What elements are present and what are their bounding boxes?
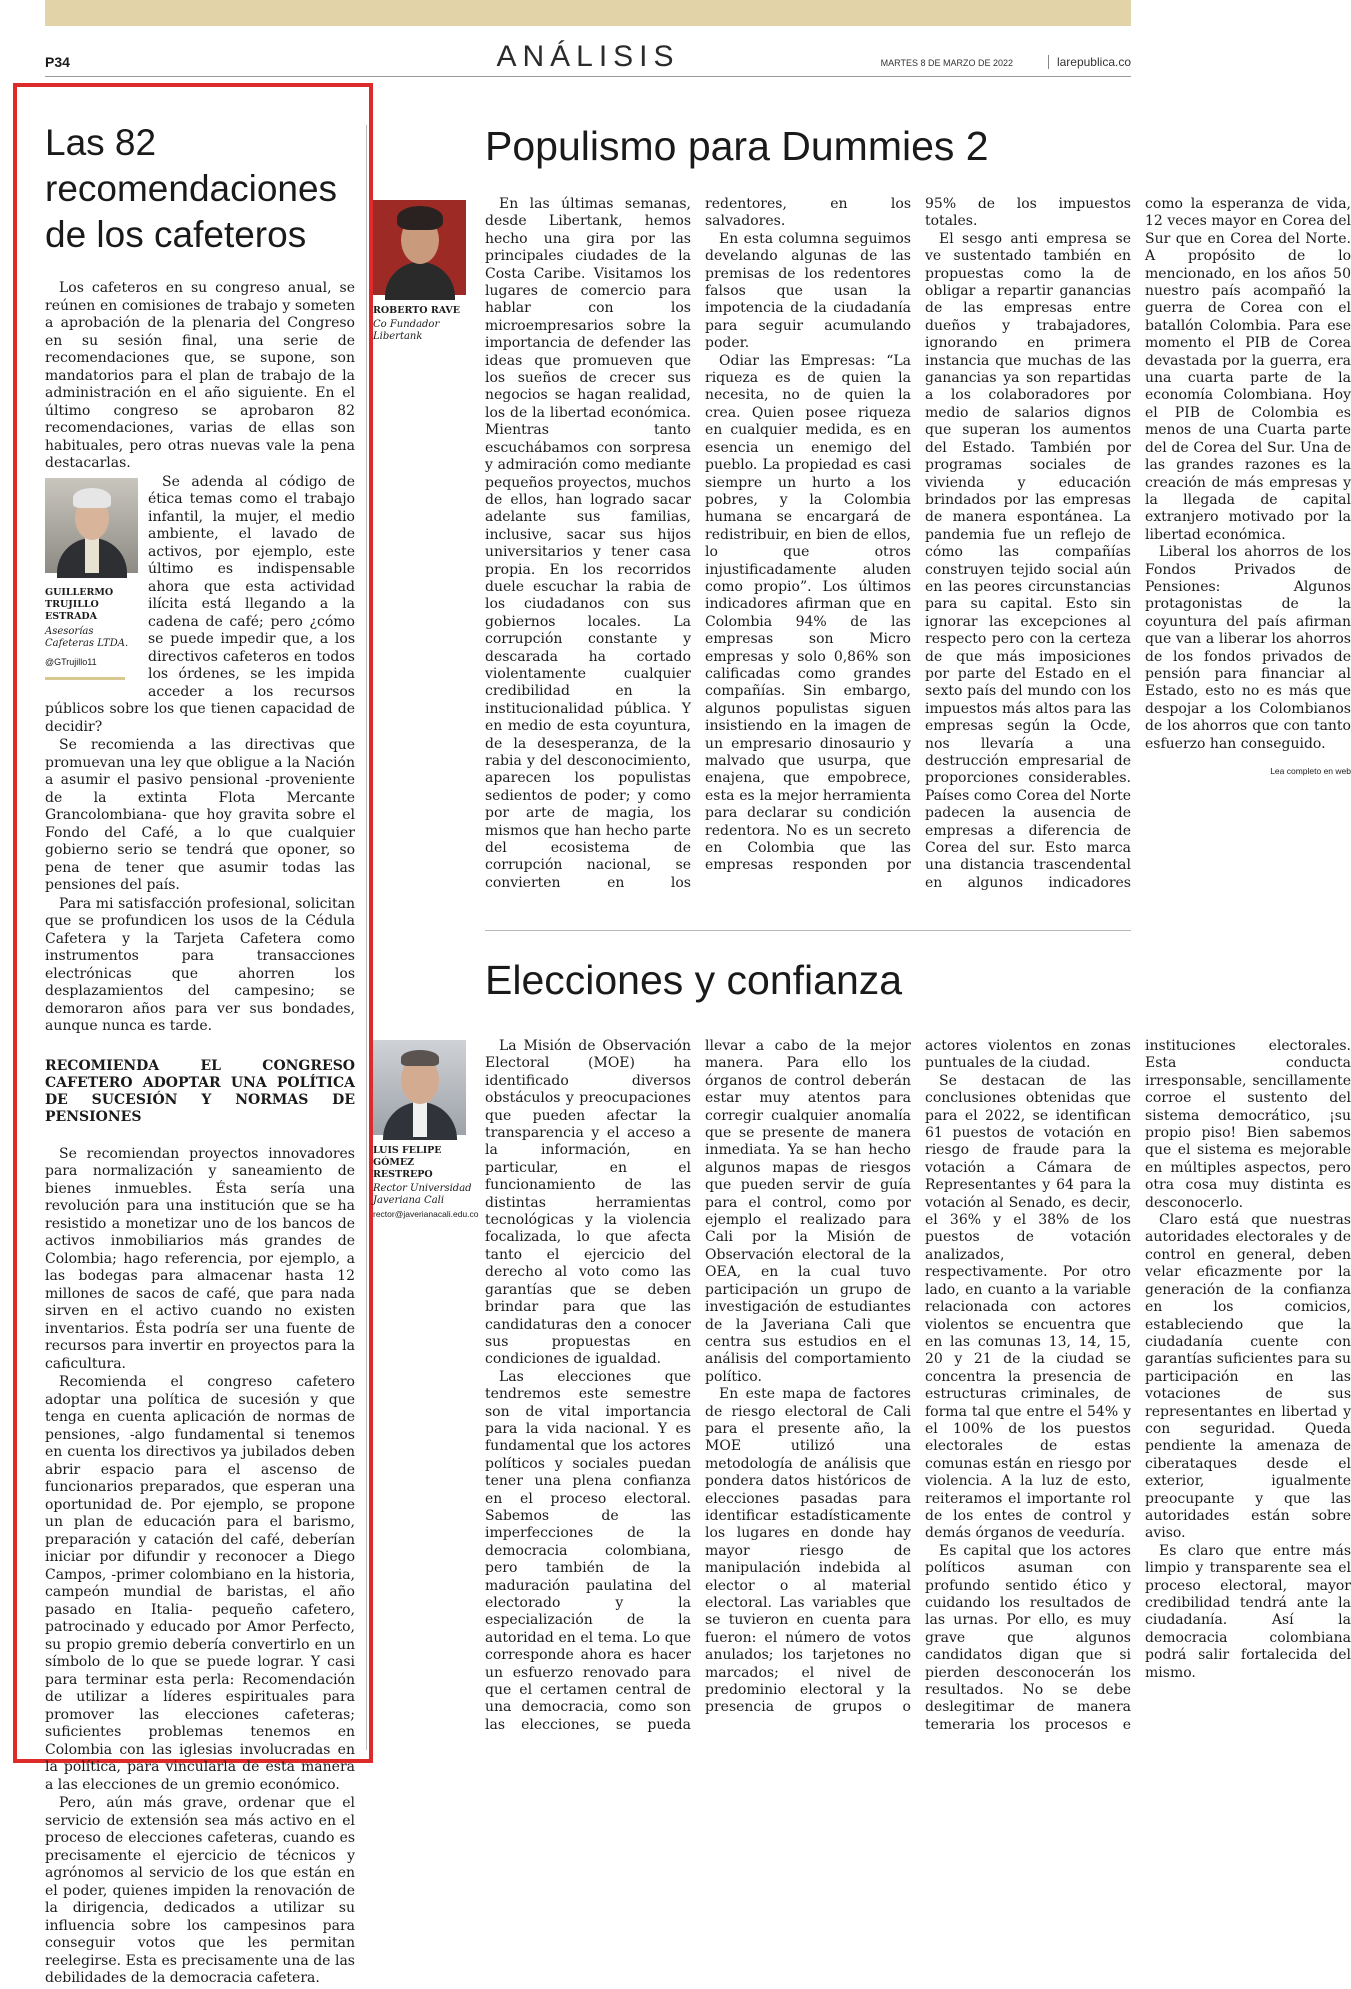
author-photo <box>373 1040 466 1135</box>
author-handle[interactable]: @GTrujillo11 <box>45 656 97 667</box>
article-elecciones <box>373 950 1351 1760</box>
article-body <box>485 196 1351 896</box>
author-box <box>373 200 473 343</box>
author-role: Co Fundador Libertank <box>373 319 440 342</box>
column-divider <box>366 125 367 1750</box>
paragraph: En esta columna seguimos develando algunas de las premisas de los redentores falsos que usan la impotencia de la ciudadanía para seguir acumulando poder. <box>705 230 911 352</box>
author-role: Asesorías Cafeteras LTDA. <box>45 625 129 649</box>
paragraph: Para mi satisfacción profesional, solicitan que se profundicen los usos de la Cédula Cafetera y la Tarjeta Cafetera como instrumentos para transacciones electrónicas que ahorren los desplazamientos del campesino; se demoraron años para ver sus bondades, aunque nunca es tarde. <box>45 895 355 1034</box>
paragraph: La Misión de Observación Electoral (MOE) ha identificado diversos obstáculos y preocupaciones que pueden afectar la transparencia y el acceso a la información, en particular, en el funcionamiento de las distintas herramientas tecnológicas y la violencia focalizada, lo que afecta tanto el ejercicio del derecho al voto como las garantías que se deben brindar para que las candidaturas den a conocer sus propuestas en condiciones de igualdad. <box>485 1038 691 1368</box>
paragraph: Pero, aún más grave, ordenar que el servicio de extensión sea más activo en el proceso de elecciones cafeteras, cuando es precisamente el ejercicio de técnicos y agrónomos al servicio de los que están en el poder, quienes impiden la renovación de la dirigencia, dedicados a utilizar su influencia sobre los campesinos para conseguir votos que les permitan reelegirse. Esta es precisamente una de las debilidades de la democracia cafetera. <box>45 1795 355 1986</box>
author-email[interactable]: rector@javerianacali.edu.co <box>373 1209 479 1219</box>
paragraph: Se destacan de las conclusiones obtenidas que para el 2022, se identifican 61 puestos de votación en riesgo de fraude para la votación a Cámara de Representantes y 64 para la votación al Senado, es decir, el 36% y el 38% de los puestos de votación analizados, respectivamente. Por otro lado, en cuanto a la variable relacionada con actores violentos se encuentra que en las comunas 13, 14, 15, 20 y 21 de la ciudad se concentra la presencia de estructuras criminales, de forma tal que entre el 54% y el 100% de los puestos electorales de estas comunas están en riesgo por violencia. A la luz de esto, reiteramos el importante rol de los entes de control y demás órganos de veeduría. <box>925 1072 1131 1542</box>
paragraph: Es capital que los actores políticos asuman con profundo sentido ético y cuidando los resultados de las urnas. Por ello, es muy grave que algunos candidatos digan que si pierden desconocerán los resultados. No se debe deslegitimar de manera temeraria los procesos e instituciones electorales. Esta conducta irresponsable, sencillamente corroe el sustento del sistema democrático, ¡su propio piso! Bien sabemos que el sistema es mejorable en múltiples aspectos, pero otra cosa muy distinta es desconocerlo. <box>925 1038 1351 1733</box>
paragraph: En las últimas semanas, desde Libertank, hemos hecho una gira por las principales ciudades de la Costa Caribe. Visitamos los lugares de comercio para hablar con los microempresarios sobre la importancia de defender las ideas que promueven que los sueños de crecer sus negocios se hagan realidad, los de la libertad económica. Mientras tanto escuchábamos con sorpresa y admiración como mediante pequeños proyectos, muchos de ellos, han logrado sacar adelante sus familias, inclusive, sacar sus hijos universitarios y tener casa propia. En los recorridos duele escuchar la rabia de los ciudadanos con sus gobiernos locales. La corrupción constante y descarada ha cortado violentamente cualquier credibilidad en la institucionalidad pública. Y en medio de esta coyuntura, de la desesperanza, de la rabia y del desconocimiento, aparecen los populistas sedientos de poder; y como por arte de magia, los mismos que han hecho parte del ecosistema de corrupción nacional, se convierten en los redentores, en los salvadores. <box>485 196 911 891</box>
author-photo <box>45 478 138 573</box>
paragraph: El sesgo anti empresa se ve sustentado también en propuestas como la de obligar a repartir ganancias de las empresas entre dueños y trabajadores, ignorando en primera instancia que muchas de las ganancias ya son repartidas a los colaboradores por medio de salarios dignos que superan los aumentos del Estado. También por programas sociales de vivienda y educación brindados por las empresas de manera espontánea. La pandemia fue un reflejo de cómo las compañías construyen tejido social aún en las peores circunstancias para su capital. Esto sin ignorar las excepciones al respecto pero con la certeza de que más imposiciones por parte del Estado en el sexto país del mundo con los impuestos más altos para las empresas según la Ocde, nos llevaría a una destrucción empresarial de proporciones considerables. Países como Corea del Norte padecen la ausencia de empresas a diferencia de Corea del sur. Esto marca una distancia trascendental en algunos indicadores como la esperanza de vida, 12 veces mayor en Corea del Sur que en Corea del Norte. A propósito de lo mencionado, en los años 50 nuestro país acompañó la guerra de Corea con el batallón Colombia. Para ese momento el PIB de Corea devastada por la guerra, era una cuarta parte de la economía Colombiana. Hoy el PIB de Colombia es menos de una Cuarta parte del de Corea del Sur. Una de las grandes razones es la creación de más empresas y la llegada de capital extranjero motivado por la libertad económica. <box>925 196 1351 891</box>
article-title: Las 82 recomendaciones de los cafeteros <box>45 122 338 255</box>
author-name: LUIS FELIPE GÓMEZ RESTREPO <box>373 1145 442 1180</box>
paragraph: Liberal los ahorros de los Fondos Privados de Pensiones: Algunos protagonistas de la coyuntura del país afirman que van a liberar los ahorros de los fondos privados de pensión para financiar al Estado, esto no es más que despojar a los Colombianos de los ahorros que con tanto esfuerzo han conseguido. <box>1145 544 1351 752</box>
paragraph: Se adenda al código de ética temas como el trabajo infantil, la mujer, el medio ambiente, el lavado de activos, por ejemplo, este último es indispensable ahora que esta actividad ilícita está llegando a la cadena de café; pero ¿cómo se puede impedir que, a los directivos cafeteros en todos los órdenes, se les impida acceder a los recursos públicos sobre los que tienen capacidad de decidir? <box>45 473 355 735</box>
paragraph: En este mapa de factores de riesgo electoral de Cali para el presente año, la MOE utilizó una metodología de análisis que pondera datos históricos de elecciones pasadas para identificar estadísticamente los lugares en donde hay mayor riesgo de manipulación indebida al elector o al material electoral. Las variables que se tuvieron en cuenta para fueron: el número de votos anulados; los tarjetones no marcados; el nivel de predominio electoral y la presencia de grupos o actores violentos en zonas puntuales de la ciudad. <box>705 1038 1131 1716</box>
page-number: P34 <box>45 54 70 70</box>
paragraph: Se recomienda a las directivas que promuevan una ley que obligue a la Nación a asumir el pasivo pensional -proveniente de la extinta Flota Mercante Grancolombiana- que hoy gravita sobre el Fondo del Café, a lo que cualquier gobierno serio se tendrá que oponer, so pena de tener que asumir todas las pensiones del país. <box>45 737 355 893</box>
author-photo <box>373 200 466 295</box>
paragraph: Claro está que nuestras autoridades electorales y de control en general, deben velar eficazmente por la generación de la confianza en los comicios, estableciendo que la ciudadanía cuente con garantías suficientes para su participación en las votaciones de sus representantes en libertad y con seguridad. Queda pendiente la amenaza de ciberataques desde el exterior, igualmente preocupante y que las autoridades están sobre aviso. <box>1145 1212 1351 1542</box>
author-role: Rector Universidad Javeriana Cali <box>373 1183 472 1206</box>
author-accent-bar <box>45 677 125 680</box>
author-name: ROBERTO RAVE <box>373 305 461 316</box>
article-populismo <box>373 118 1351 918</box>
article-title: Elecciones y confianza <box>485 957 903 1003</box>
article-divider <box>485 930 1131 931</box>
section-title: ANÁLISIS <box>496 40 680 73</box>
paragraph: Odiar las Empresas: “La riqueza es de quien la necesita, no de quien la crea. Quien posee riqueza en cualquier medida, es en esencia un enemigo del pueblo. La propiedad es casi siempre un hurto a los pobres, y la Colombia humana se encargará de redistribuir, en bien de ellos, lo que otros injustificadamente aluden como propio”. Los últimos indicadores afirman que en Colombia 94% de las empresas son Micro empresas y solo 0,86% son calificadas como grandes compañías. Sin embargo, algunos populistas siguen insistiendo en la imagen de un empresario dinosaurio y malvado que usurpa, que enajena, que empobrece, esta es la mejor herramienta para declarar su condición redentora. No es un secreto en Colombia que las empresas responden por 95% de los impuestos totales. <box>705 196 1131 874</box>
page-header <box>45 40 1131 76</box>
paragraph: Es claro que entre más limpio y transparente sea el proceso electoral, mayor credibilidad tendrá ante la ciudadanía. Así la democracia colombiana podrá salir fortalecida del mismo. <box>1145 1542 1351 1681</box>
article-body <box>485 1038 1351 1748</box>
header-rule <box>45 76 1131 77</box>
site-name[interactable]: larepublica.co <box>1048 55 1131 69</box>
issue-date: MARTES 8 DE MARZO DE 2022 <box>880 58 1013 68</box>
author-box <box>373 1040 479 1219</box>
article-cafeteros <box>45 120 355 1989</box>
article-subhead: RECOMIENDA EL CONGRESO CAFETERO ADOPTAR UNA POLÍTICA DE SUCESIÓN Y NORMAS DE PENSIONES <box>45 1057 355 1125</box>
read-more-link[interactable]: Lea completo en web <box>1270 766 1351 776</box>
paragraph: Los cafeteros en su congreso anual, se reúnen en comisiones de trabajo y someten a aprobación de la plenaria del Congreso en su sesión final, una serie de recomendaciones que, se supone, son mandatorios para el plan de trabajo de la administración en el año siguiente. En el último congreso se aprobaron 82 recomendaciones, varias de ellas son habituales, pero otras nuevas vale la pena destacarlas. <box>45 280 355 471</box>
top-color-band <box>45 0 1131 26</box>
author-box <box>45 478 138 681</box>
paragraph: Se recomiendan proyectos innovadores para normalización y saneamiento de bienes inmuebles. Ésta sería una revolución para una institución que se ha resistido a monetizar uno de los bancos de activos inmobiliarios más grandes de Colombia; hago referencia, por ejemplo, a las bodegas para almacenar hasta 12 millones de sacos de café, que para nada sirven en el activo cuando no existen inventarios. Ésta podría ser una fuente de recursos para invertir en proyectos para la caficultura. <box>45 1145 355 1372</box>
article-title: Populismo para Dummies 2 <box>485 123 989 169</box>
article-body <box>45 280 355 1988</box>
paragraph: Recomienda el congreso cafetero adoptar una política de sucesión y que tenga en cuenta aplicación de normas de pensiones, -algo fundamental si tenemos en cuenta los directivos ya jubilados deben abrir espacio para el ascenso de funcionarios preparados, que esperan una oportunidad de. Por ejemplo, se propone un plan de educación para el barismo, preparación y catación del café, deberían iniciar por difundir y reconocer a Diego Campos, -primer colombiano en la historia, campeón mundial de baristas, el año pasado en Italia- pequeño cafetero, patrocinado y educado por Amor Perfecto, su propio gremio debería convertirlo en un símbolo de lo que se puede lograr. Y casi para terminar esta perla: Recomendación de utilizar a líderes espirituales para promover las elecciones cafeteras; suficientes problemas tenemos en Colombia con las iglesias involucradas en la política, para vincularla de esta manera a las elecciones de un gremio económico. <box>45 1374 355 1793</box>
paragraph: Las elecciones que tendremos este semestre son de vital importancia para la vida nacional. Y es fundamental que los actores políticos y sociales puedan tener una plena confianza en el proceso electoral. Sabemos de las imperfecciones de la democracia colombiana, pero también de la maduración paulatina del electorado y la especialización de la autoridad en el tema. Lo que corresponde ahora es hacer un esfuerzo renovado para que el certamen central de una democracia, como son las elecciones, se pueda llevar a cabo de la mejor manera. Para ello los órganos de control deberán estar muy atentos para corregir cualquier anomalía que se presente de manera inmediata. Ya se han hecho algunos mapas de riesgos que pueden servir de guía para el control, como por ejemplo el realizado para Cali por la Misión de Observación electoral de la OEA, en la cual tuvo participación un grupo de investigación de estudiantes de la Javeriana Cali que centra sus estudios en el análisis del comportamiento político. <box>485 1038 911 1733</box>
author-name: GUILLERMO TRUJILLO ESTRADA <box>45 586 114 622</box>
